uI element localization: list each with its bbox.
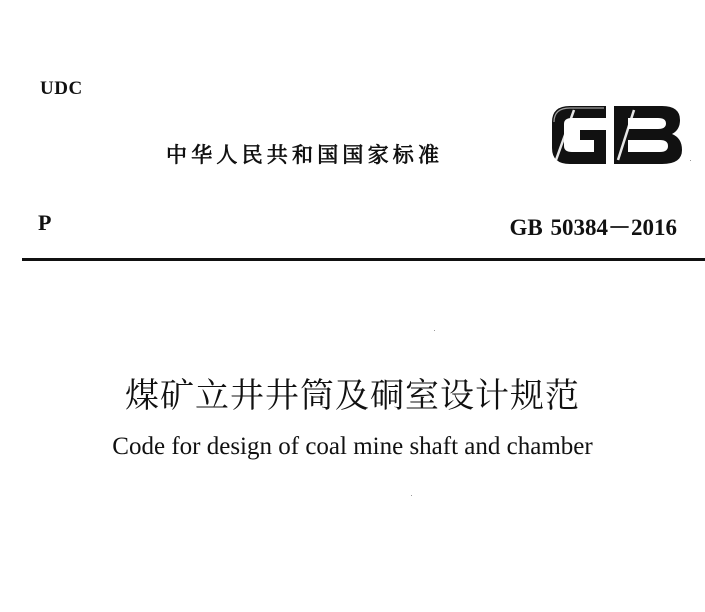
standard-number: GB 50384－2016 (509, 215, 677, 240)
category-code: P (38, 210, 52, 235)
national-standard-heading: 中华人民共和国国家标准 (166, 143, 444, 167)
udc-label: UDC (40, 78, 83, 99)
gb-logo-icon (548, 100, 686, 170)
document-title-english: Code for design of coal mine shaft and chamber (112, 433, 593, 460)
header-divider (22, 258, 705, 261)
document-title-chinese: 煤矿立井井筒及硐室设计规范 (125, 376, 580, 416)
scan-speck (690, 160, 691, 161)
scan-speck (411, 495, 412, 496)
scan-speck (434, 330, 435, 331)
